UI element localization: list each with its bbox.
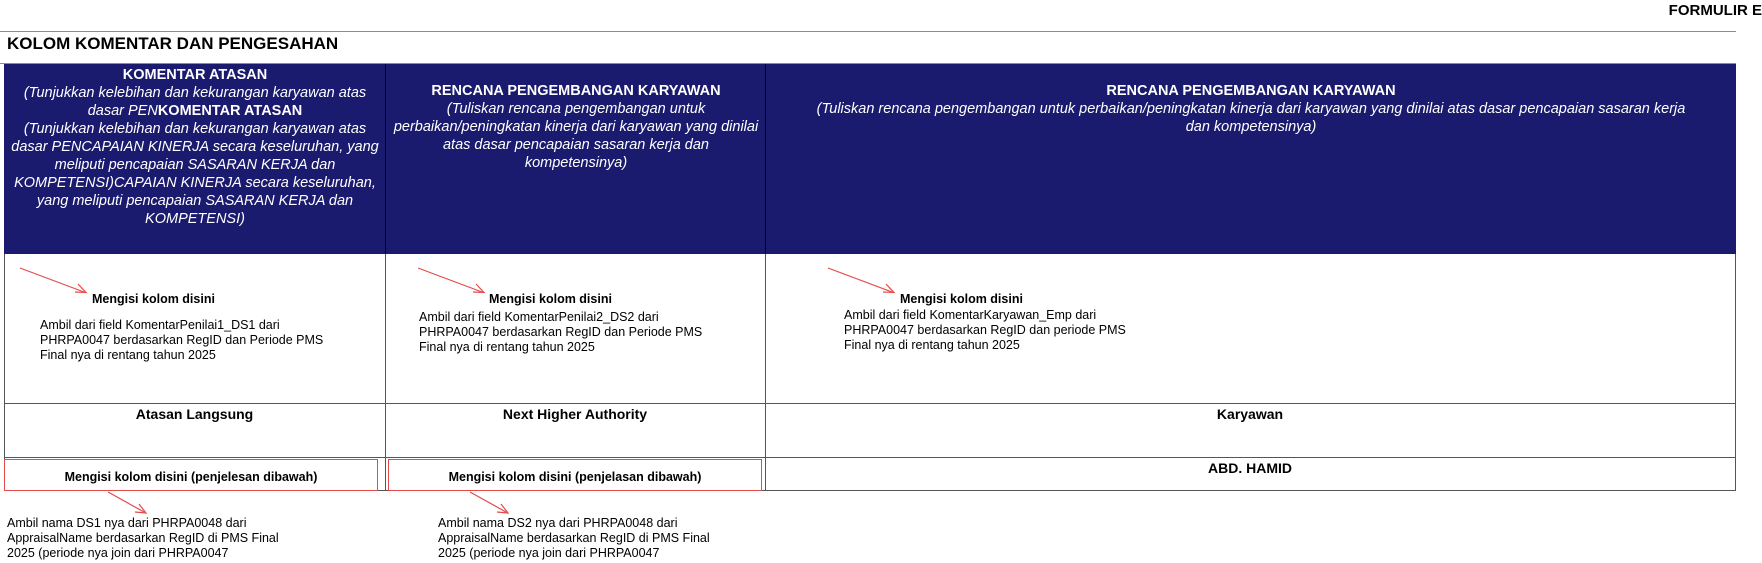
signature-field-hint: Mengisi kolom disini (penjelasan dibawah) [448,470,702,484]
grid-line [1735,254,1736,491]
signature-name-karyawan: ABD. HAMID [1208,460,1292,476]
grid-line [765,254,766,491]
bottom-note-ds1: Ambil nama DS1 nya dari PHRPA0048 dari AppraisalName berdasarkan RegID di PMS Final 2025 (periode nya join dari PHRPA0047 [7,516,279,560]
header-subtitle-overlap: (Tunjukkan kelebihan dan kekurangan karyawan atas dasar PENCAPAIAN KINERJA secara keseluruhan, yang meliputi pencapaian SASARAN KERJA dan KOMPETENSI)CAPAIAN KINERJA secara keseluruhan, yang meliputi pencapaian SASARAN KERJA dan KOMPETENSI) [11,121,379,227]
header-subtitle: (Tuliskan rencana pengembangan untuk perbaikan/peningkatan kinerja dari karyawan yang dinilai atas dasar pencapaian sasaran kerja dan kompetensinya) [393,101,759,171]
annotation-arrow-icon [108,492,148,514]
bottom-note-ds2: Ambil nama DS2 nya dari PHRPA0048 dari AppraisalName berdasarkan RegID di PMS Final 2025 (periode nya join dari PHRPA0047 [438,516,710,560]
column-divider [385,64,386,254]
grid-line [4,254,5,491]
header-row [4,64,1736,254]
grid-line [385,254,386,491]
form-code: FORMULIR E [1668,2,1762,19]
signature-field-hint: Mengisi kolom disini (penjelesan dibawah) [64,470,318,484]
header-title: RENCANA PENGEMBANGAN KARYAWAN [1106,83,1396,99]
annotation-arrow-icon [20,268,90,296]
comment-note: Ambil dari field KomentarPenilai1_DS1 dari PHRPA0047 berdasarkan RegID dan Periode PMS Final nya di rentang tahun 2025 [40,318,324,362]
signature-field-atasan[interactable] [4,459,378,491]
signature-label-atasan: Atasan Langsung [135,406,254,422]
comment-note: Ambil dari field KomentarKaryawan_Emp dari PHRPA0047 berdasarkan RegID dan periode PMS Final nya di rentang tahun 2025 [844,308,1126,352]
comment-note: Ambil dari field KomentarPenilai2_DS2 dari PHRPA0047 berdasarkan RegID dan Periode PMS Final nya di rentang tahun 2025 [419,310,703,354]
signature-label-nha: Next Higher Authority [502,406,648,422]
annotation-arrow-icon [828,268,898,296]
header-col-nha [386,64,766,254]
comment-hint: Mengisi kolom disini [489,292,612,306]
annotation-arrow-icon [418,268,488,296]
annotation-arrow-icon [470,492,510,514]
column-divider [765,64,766,254]
header-title: KOMENTAR ATASAN [122,67,268,83]
signature-field-nha[interactable] [388,459,762,491]
comment-hint: Mengisi kolom disini [92,292,215,306]
signature-label-karyawan: Karyawan [1216,406,1284,422]
grid-line [4,403,1736,404]
section-title: KOLOM KOMENTAR DAN PENGESAHAN [0,32,1736,64]
header-title: RENCANA PENGEMBANGAN KARYAWAN [431,83,721,99]
grid-line [4,457,1736,458]
header-subtitle: (Tuliskan rencana pengembangan untuk perbaikan/peningkatan kinerja dari karyawan yang dinilai atas dasar pencapaian sasaran kerja dan kompetensinya) [816,101,1686,135]
header-col-karyawan [766,64,1736,254]
header-subtitle: (Tunjukkan kelebihan dan kekurangan karyawan atas dasar PENKOMENTAR ATASAN [23,85,367,119]
comment-hint: Mengisi kolom disini [900,292,1023,306]
header-col-atasan [4,64,386,254]
